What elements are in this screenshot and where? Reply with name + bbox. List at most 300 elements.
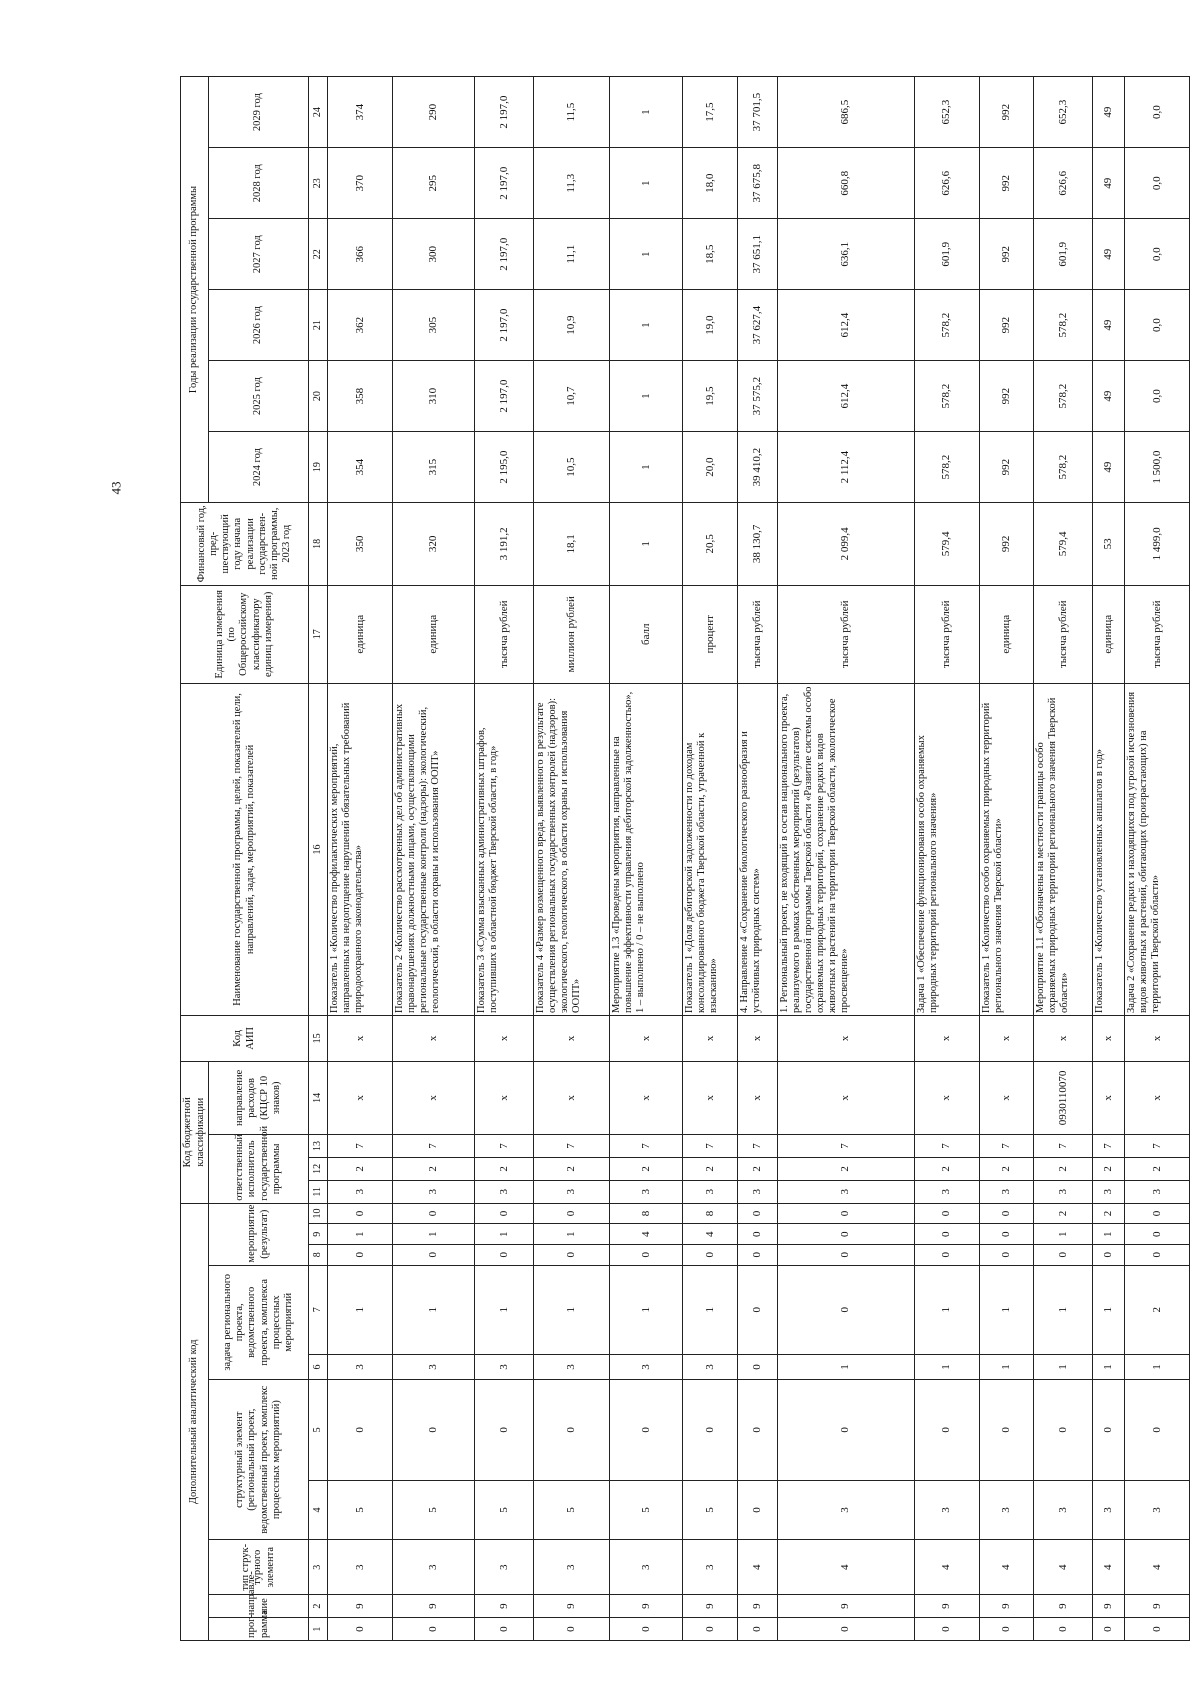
table-row xyxy=(328,77,393,1641)
column-number: 11 xyxy=(309,1180,328,1203)
column-number: 5 xyxy=(309,1380,328,1481)
cell-code: 0 xyxy=(534,1244,610,1265)
cell-value: 20,0 xyxy=(683,432,738,503)
cell-code: 9 xyxy=(393,1595,475,1618)
cell-code: 1 xyxy=(1034,1265,1093,1354)
cell-value: 579,4 xyxy=(914,503,979,585)
cell-code: 1 xyxy=(534,1224,610,1245)
cell-value: 38 130,7 xyxy=(737,503,777,585)
cell-name: Показатель 1 «Доля дебиторской задолженности по доходам консолидированного бюджета Тверской области, утраченной к взысканию» xyxy=(683,683,738,1015)
cell-code: 3 xyxy=(979,1180,1034,1203)
cell-value: 2 099,4 xyxy=(777,503,914,585)
column-number: 2 xyxy=(309,1595,328,1618)
cell-code: 3 xyxy=(777,1480,914,1540)
cell-code: 0 xyxy=(1124,1244,1189,1265)
cell-value: 11,3 xyxy=(534,148,610,219)
cell-unit: тысяча рублей xyxy=(737,585,777,683)
cell-code: 9 xyxy=(777,1595,914,1618)
cell-code: 0 xyxy=(1124,1203,1189,1224)
table-row xyxy=(1124,77,1189,1641)
column-number: 10 xyxy=(309,1203,328,1224)
column-number: 12 xyxy=(309,1157,328,1180)
cell-value: 49 xyxy=(1093,290,1125,361)
cell-value: 1 xyxy=(609,432,683,503)
header-unit: Единица измерения (по Общероссийскому классификатору единиц измерения) xyxy=(181,585,309,683)
cell-value: 579,4 xyxy=(1034,503,1093,585)
cell-value: 992 xyxy=(979,77,1034,148)
cell-value: 49 xyxy=(1093,219,1125,290)
cell-code: 2 xyxy=(1124,1157,1189,1180)
page-number: 43 xyxy=(108,481,124,495)
cell-code: 1 xyxy=(683,1265,738,1354)
cell-code: 4 xyxy=(683,1224,738,1245)
cell-code: 3 xyxy=(534,1540,610,1595)
cell-code: 1 xyxy=(1034,1224,1093,1245)
cell-code: 1 xyxy=(914,1354,979,1379)
column-number: 3 xyxy=(309,1540,328,1595)
cell-code: 0930110070 xyxy=(1034,1061,1093,1134)
cell-code: 3 xyxy=(979,1480,1034,1540)
cell-value: 992 xyxy=(979,148,1034,219)
header-struct-element: структурный элемент (региональный проект, ведомственный проект, комплекс процессных мероприятий) xyxy=(209,1380,309,1540)
cell-code: х xyxy=(609,1015,683,1061)
header-additional-code: Дополнительный аналитический код xyxy=(181,1203,209,1640)
table-row xyxy=(475,77,534,1641)
cell-unit: единица xyxy=(979,585,1034,683)
cell-code: 7 xyxy=(1034,1135,1093,1158)
table-row xyxy=(534,77,610,1641)
cell-code: 0 xyxy=(737,1203,777,1224)
cell-code: 4 xyxy=(1034,1540,1093,1595)
cell-value: 315 xyxy=(393,432,475,503)
cell-value: 1 xyxy=(609,290,683,361)
cell-value: 310 xyxy=(393,361,475,432)
cell-name: Показатель 4 «Размер возмещенного вреда, выявленного в результате осуществления региональных государственных контролей (надзоров): экологического, геологического, в области охраны и использования ООПТ» xyxy=(534,683,610,1015)
cell-code: х xyxy=(683,1015,738,1061)
column-number: 17 xyxy=(309,585,328,683)
cell-code: 2 xyxy=(1093,1157,1125,1180)
cell-code: 0 xyxy=(609,1380,683,1481)
cell-value: 18,0 xyxy=(683,148,738,219)
cell-value: 300 xyxy=(393,219,475,290)
header-years-group: Годы реализации государственной программы xyxy=(181,77,209,503)
cell-code: 1 xyxy=(777,1354,914,1379)
cell-code: 3 xyxy=(609,1354,683,1379)
cell-code: 0 xyxy=(534,1618,610,1641)
cell-value: 2 195,0 xyxy=(475,432,534,503)
cell-code: 3 xyxy=(393,1540,475,1595)
cell-value: 374 xyxy=(328,77,393,148)
cell-name: Показатель 3 «Сумма взысканных административных штрафов, поступивших в областной бюджет Тверской области, в год» xyxy=(475,683,534,1015)
column-number: 14 xyxy=(309,1061,328,1134)
cell-value: 320 xyxy=(393,503,475,585)
cell-value: 3 191,2 xyxy=(475,503,534,585)
cell-code: х xyxy=(1124,1061,1189,1134)
cell-name: Показатель 1 «Количество особо охраняемых природных территорий регионального значения Тверской области» xyxy=(979,683,1034,1015)
cell-code: 0 xyxy=(475,1618,534,1641)
cell-code: 0 xyxy=(683,1244,738,1265)
cell-unit: процент xyxy=(683,585,738,683)
cell-value: 578,2 xyxy=(1034,432,1093,503)
cell-value: 601,9 xyxy=(914,219,979,290)
cell-code: 0 xyxy=(979,1203,1034,1224)
cell-code: 9 xyxy=(737,1595,777,1618)
cell-value: 10,9 xyxy=(534,290,610,361)
cell-code: 3 xyxy=(393,1180,475,1203)
cell-code: 7 xyxy=(683,1135,738,1158)
cell-value: 2 197,0 xyxy=(475,361,534,432)
cell-code: 1 xyxy=(914,1265,979,1354)
header-budget-code: Код бюджетной классификации xyxy=(181,1061,209,1203)
cell-value: 366 xyxy=(328,219,393,290)
cell-value: 37 575,2 xyxy=(737,361,777,432)
cell-code: х xyxy=(1034,1015,1093,1061)
column-number: 13 xyxy=(309,1135,328,1158)
header-year-2026: 2026 год xyxy=(209,290,309,361)
cell-unit: тысяча рублей xyxy=(475,585,534,683)
cell-value: 295 xyxy=(393,148,475,219)
cell-unit: тысяча рублей xyxy=(1034,585,1093,683)
cell-code: 0 xyxy=(737,1265,777,1354)
table-body xyxy=(328,77,1190,1641)
cell-code: 8 xyxy=(683,1203,738,1224)
cell-value: 992 xyxy=(979,290,1034,361)
cell-value: 39 410,2 xyxy=(737,432,777,503)
cell-code: 9 xyxy=(683,1595,738,1618)
cell-value: 686,5 xyxy=(777,77,914,148)
cell-code: 3 xyxy=(609,1180,683,1203)
cell-code: х xyxy=(1124,1015,1189,1061)
header-year-2028: 2028 год xyxy=(209,148,309,219)
cell-code: 5 xyxy=(328,1480,393,1540)
cell-value: 11,5 xyxy=(534,77,610,148)
cell-code: 7 xyxy=(534,1135,610,1158)
header-executor: ответственный исполнитель государственной программы xyxy=(209,1135,309,1204)
cell-value: 578,2 xyxy=(1034,361,1093,432)
cell-value: 626,6 xyxy=(914,148,979,219)
column-number: 15 xyxy=(309,1015,328,1061)
cell-code: 0 xyxy=(328,1244,393,1265)
cell-unit: тысяча рублей xyxy=(777,585,914,683)
cell-code: 0 xyxy=(979,1380,1034,1481)
cell-value: 49 xyxy=(1093,432,1125,503)
table-row xyxy=(914,77,979,1641)
cell-value: 350 xyxy=(328,503,393,585)
cell-value: 358 xyxy=(328,361,393,432)
table-row xyxy=(393,77,475,1641)
column-number: 6 xyxy=(309,1354,328,1379)
cell-code: 3 xyxy=(737,1180,777,1203)
column-number: 8 xyxy=(309,1244,328,1265)
cell-code: 3 xyxy=(475,1540,534,1595)
cell-code: х xyxy=(979,1061,1034,1134)
cell-code: 3 xyxy=(475,1180,534,1203)
cell-code: 1 xyxy=(534,1265,610,1354)
cell-code: 4 xyxy=(737,1540,777,1595)
cell-code: 2 xyxy=(1034,1203,1093,1224)
cell-value: 11,1 xyxy=(534,219,610,290)
cell-code: х xyxy=(1093,1015,1125,1061)
cell-code: 7 xyxy=(475,1135,534,1158)
cell-value: 19,5 xyxy=(683,361,738,432)
cell-code: 7 xyxy=(737,1135,777,1158)
cell-code: 0 xyxy=(1034,1380,1093,1481)
cell-code: 3 xyxy=(683,1180,738,1203)
cell-code: 3 xyxy=(534,1354,610,1379)
cell-code: 3 xyxy=(1093,1480,1125,1540)
cell-value: 2 197,0 xyxy=(475,219,534,290)
cell-code: 0 xyxy=(475,1244,534,1265)
cell-code: 1 xyxy=(1093,1354,1125,1379)
cell-name: Показатель 1 «Количество установленных аншлагов в год» xyxy=(1093,683,1125,1015)
cell-code: 2 xyxy=(683,1157,738,1180)
cell-code: 9 xyxy=(1034,1595,1093,1618)
cell-code: 0 xyxy=(328,1380,393,1481)
cell-code: 0 xyxy=(737,1618,777,1641)
cell-code: 7 xyxy=(393,1135,475,1158)
cell-code: 3 xyxy=(475,1354,534,1379)
cell-code: 0 xyxy=(979,1618,1034,1641)
cell-code: 2 xyxy=(609,1157,683,1180)
header-expense-dir: направление расходов (КЦСР 10 знаков) xyxy=(209,1061,309,1134)
cell-code: 4 xyxy=(914,1540,979,1595)
cell-code: 0 xyxy=(534,1380,610,1481)
cell-name: Мероприятие 1.3 «Проведены мероприятия, направленные на повышение эффективности управления дебиторской задолженностью», 1 – выполнено / 0 – не выполнено xyxy=(609,683,683,1015)
cell-value: 660,8 xyxy=(777,148,914,219)
cell-code: 0 xyxy=(1124,1224,1189,1245)
cell-code: х xyxy=(683,1061,738,1134)
cell-code: 8 xyxy=(609,1203,683,1224)
cell-code: 1 xyxy=(979,1354,1034,1379)
cell-code: 7 xyxy=(328,1135,393,1158)
cell-code: 0 xyxy=(475,1380,534,1481)
cell-value: 1 xyxy=(609,219,683,290)
cell-code: 3 xyxy=(914,1480,979,1540)
cell-code: 0 xyxy=(1093,1244,1125,1265)
cell-code: 5 xyxy=(683,1480,738,1540)
cell-value: 578,2 xyxy=(914,432,979,503)
cell-unit: единица xyxy=(393,585,475,683)
cell-code: 0 xyxy=(979,1224,1034,1245)
cell-code: 3 xyxy=(683,1354,738,1379)
cell-code: х xyxy=(534,1061,610,1134)
cell-code: 2 xyxy=(393,1157,475,1180)
cell-code: 0 xyxy=(609,1618,683,1641)
cell-code: 3 xyxy=(534,1180,610,1203)
header-task: задача регионального проекта, ведомственного проекта, комплекса процессных мероприятий xyxy=(209,1265,309,1379)
cell-code: 0 xyxy=(914,1380,979,1481)
cell-name: 4. Направление 4 «Сохранение биологического разнообразия и устойчивых природных систем» xyxy=(737,683,777,1015)
cell-code: 3 xyxy=(1093,1180,1125,1203)
cell-code: 7 xyxy=(1093,1135,1125,1158)
cell-code: 0 xyxy=(1034,1618,1093,1641)
cell-code: 2 xyxy=(979,1157,1034,1180)
cell-code: 9 xyxy=(979,1595,1034,1618)
cell-value: 0,0 xyxy=(1124,77,1189,148)
cell-value: 0,0 xyxy=(1124,148,1189,219)
cell-code: 1 xyxy=(328,1265,393,1354)
cell-name: 1. Региональный проект, не входящий в состав национального проекта, реализуемого в рамках собственных мероприятий (результатов) государственной программы Тверской области «Развитие системы особо охраняемых природных территорий, сохранение редких видов животных и растений на территории Тверской области, экологическое просвещение» xyxy=(777,683,914,1015)
cell-code: 2 xyxy=(328,1157,393,1180)
table-row xyxy=(683,77,738,1641)
cell-name: Мероприятие 1.1 «Обозначены на местности границы особо охраняемых природных территорий регионального значения Тверской области» xyxy=(1034,683,1093,1015)
cell-value: 992 xyxy=(979,503,1034,585)
cell-value: 578,2 xyxy=(1034,290,1093,361)
cell-value: 19,0 xyxy=(683,290,738,361)
cell-code: 3 xyxy=(914,1180,979,1203)
header-fin-year: Финансовый год, пред-шествующий году начала реализации государствен-ной программы, 2023 год xyxy=(181,503,309,585)
cell-value: 17,5 xyxy=(683,77,738,148)
cell-value: 992 xyxy=(979,432,1034,503)
header-year-2025: 2025 год xyxy=(209,361,309,432)
cell-value: 20,5 xyxy=(683,503,738,585)
cell-code: 2 xyxy=(475,1157,534,1180)
cell-code: 2 xyxy=(1093,1203,1125,1224)
column-number: 24 xyxy=(309,77,328,148)
cell-value: 652,3 xyxy=(1034,77,1093,148)
cell-code: 4 xyxy=(1124,1540,1189,1595)
column-number: 16 xyxy=(309,683,328,1015)
cell-code: 1 xyxy=(1124,1354,1189,1379)
cell-code: 3 xyxy=(1124,1480,1189,1540)
column-number: 4 xyxy=(309,1480,328,1540)
cell-value: 636,1 xyxy=(777,219,914,290)
cell-code: 0 xyxy=(683,1380,738,1481)
cell-code: 1 xyxy=(609,1265,683,1354)
column-number: 20 xyxy=(309,361,328,432)
cell-unit: единица xyxy=(1093,585,1125,683)
cell-value: 0,0 xyxy=(1124,290,1189,361)
cell-code: 0 xyxy=(1124,1380,1189,1481)
cell-code: 1 xyxy=(328,1224,393,1245)
cell-code: 7 xyxy=(609,1135,683,1158)
cell-code: 4 xyxy=(777,1540,914,1595)
cell-value: 1 xyxy=(609,148,683,219)
cell-value: 18,5 xyxy=(683,219,738,290)
cell-code: 7 xyxy=(777,1135,914,1158)
cell-code: 7 xyxy=(979,1135,1034,1158)
cell-code: 4 xyxy=(609,1224,683,1245)
column-number: 18 xyxy=(309,503,328,585)
cell-code: 9 xyxy=(1093,1595,1125,1618)
cell-code: 7 xyxy=(1124,1135,1189,1158)
header-measure: мероприятие (результат) xyxy=(209,1203,309,1265)
cell-value: 18,1 xyxy=(534,503,610,585)
cell-code: 9 xyxy=(1124,1595,1189,1618)
cell-code: 0 xyxy=(914,1203,979,1224)
cell-value: 578,2 xyxy=(914,290,979,361)
cell-code: х xyxy=(534,1015,610,1061)
cell-code: 1 xyxy=(475,1224,534,1245)
column-number: 21 xyxy=(309,290,328,361)
cell-value: 290 xyxy=(393,77,475,148)
header-year-2027: 2027 год xyxy=(209,219,309,290)
cell-code: 0 xyxy=(534,1203,610,1224)
cell-code: 5 xyxy=(393,1480,475,1540)
cell-code: 9 xyxy=(475,1595,534,1618)
cell-code: 2 xyxy=(914,1157,979,1180)
cell-value: 1 500,0 xyxy=(1124,432,1189,503)
cell-code: 0 xyxy=(914,1224,979,1245)
cell-code: 0 xyxy=(393,1618,475,1641)
cell-code: 0 xyxy=(393,1203,475,1224)
cell-code: 1 xyxy=(1034,1354,1093,1379)
cell-code: 0 xyxy=(737,1380,777,1481)
cell-code: 0 xyxy=(475,1203,534,1224)
cell-value: 2 197,0 xyxy=(475,77,534,148)
header-aip: Код АИП xyxy=(181,1015,309,1061)
cell-value: 601,9 xyxy=(1034,219,1093,290)
cell-value: 578,2 xyxy=(914,361,979,432)
cell-code: 0 xyxy=(1034,1244,1093,1265)
cell-code: 3 xyxy=(777,1180,914,1203)
cell-value: 626,6 xyxy=(1034,148,1093,219)
cell-code: 0 xyxy=(777,1203,914,1224)
column-number: 23 xyxy=(309,148,328,219)
cell-code: х xyxy=(328,1061,393,1134)
cell-value: 992 xyxy=(979,361,1034,432)
cell-code: 0 xyxy=(1124,1618,1189,1641)
cell-name: Показатель 2 «Количество рассмотренных дел об административных правонарушениях должностными лицами, осуществляющими региональные государственные контроли (надзоры): экологический, геологический, в области охраны и использования ООПТ» xyxy=(393,683,475,1015)
header-year-2029: 2029 год xyxy=(209,77,309,148)
cell-value: 2 112,4 xyxy=(777,432,914,503)
column-number: 9 xyxy=(309,1224,328,1245)
cell-value: 1 xyxy=(609,361,683,432)
table-row xyxy=(609,77,683,1641)
cell-value: 370 xyxy=(328,148,393,219)
cell-code: 3 xyxy=(328,1180,393,1203)
cell-code: х xyxy=(737,1061,777,1134)
cell-code: 0 xyxy=(737,1224,777,1245)
cell-code: 1 xyxy=(393,1265,475,1354)
cell-unit: тысяча рублей xyxy=(1124,585,1189,683)
cell-value: 49 xyxy=(1093,361,1125,432)
cell-value: 1 xyxy=(609,503,683,585)
cell-unit: тысяча рублей xyxy=(914,585,979,683)
cell-code: 0 xyxy=(328,1618,393,1641)
cell-code: 1 xyxy=(1093,1224,1125,1245)
cell-code: х xyxy=(914,1015,979,1061)
column-number: 22 xyxy=(309,219,328,290)
header-year-2024: 2024 год xyxy=(209,432,309,503)
cell-value: 49 xyxy=(1093,77,1125,148)
header-program: прог-рамма xyxy=(209,1618,309,1641)
cell-value: 1 xyxy=(609,77,683,148)
cell-value: 2 197,0 xyxy=(475,148,534,219)
header-direction: направле-ние xyxy=(209,1595,309,1618)
cell-code: 1 xyxy=(1093,1265,1125,1354)
cell-code: 0 xyxy=(737,1244,777,1265)
cell-value: 652,3 xyxy=(914,77,979,148)
cell-code: 2 xyxy=(777,1157,914,1180)
cell-code: х xyxy=(979,1015,1034,1061)
table-row xyxy=(979,77,1034,1641)
cell-value: 49 xyxy=(1093,148,1125,219)
column-number: 1 xyxy=(309,1618,328,1641)
cell-name: Показатель 1 «Количество профилактических мероприятий, направленных на недопущение нарушений обязательных требований природоохранного законодательства» xyxy=(328,683,393,1015)
cell-code: х xyxy=(393,1061,475,1134)
cell-code: 2 xyxy=(1034,1157,1093,1180)
cell-code: 0 xyxy=(393,1244,475,1265)
cell-code: х xyxy=(777,1015,914,1061)
cell-code: 3 xyxy=(328,1540,393,1595)
cell-code: 4 xyxy=(979,1540,1034,1595)
cell-code: 0 xyxy=(1093,1618,1125,1641)
cell-code: 2 xyxy=(534,1157,610,1180)
cell-value: 0,0 xyxy=(1124,219,1189,290)
cell-code: 0 xyxy=(777,1244,914,1265)
cell-code: 0 xyxy=(328,1203,393,1224)
